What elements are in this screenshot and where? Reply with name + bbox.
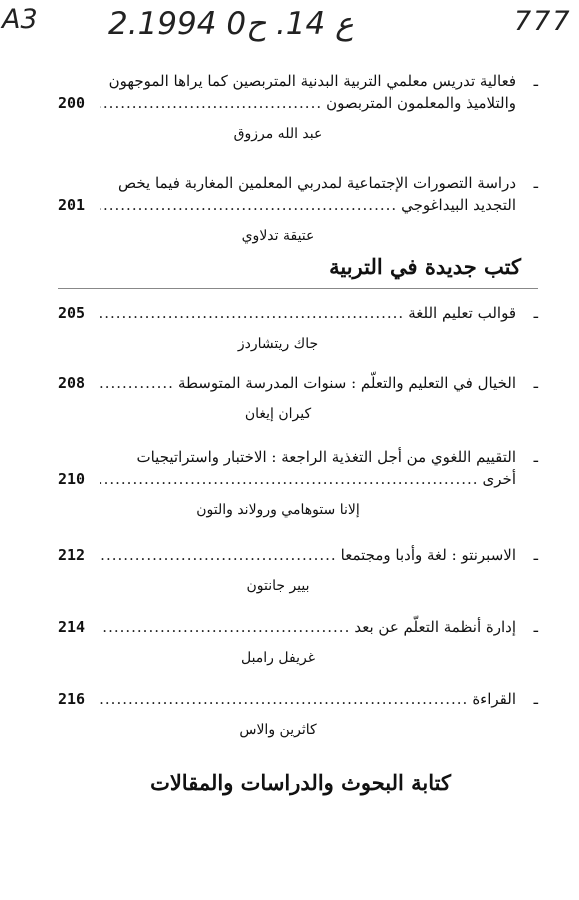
section-heading-writing: كتابة البحوث والدراسات والمقالات: [150, 770, 451, 795]
section-divider: [58, 288, 538, 289]
toc-entry: [58, 688, 538, 740]
toc-entry: [58, 372, 538, 424]
toc-entry: [58, 302, 538, 354]
toc-line: [58, 446, 538, 468]
toc-line: [58, 544, 538, 566]
entry-title: التقييم اللغوي من أجل التغذية الراجعة : الاختبار واستراتيجيات: [136, 448, 516, 466]
bullet-dash: ـ: [533, 618, 538, 636]
dot-leader: [100, 544, 341, 566]
entry-author: جاك ريتشاردز: [237, 336, 319, 352]
toc-entry: [58, 446, 538, 520]
entry-title: الاسبرنتو : لغة وأدبا ومجتمعا: [340, 546, 516, 564]
bullet-dash: ـ: [533, 374, 538, 392]
toc-entry: [58, 70, 538, 144]
page-number: 201: [58, 196, 86, 214]
handwritten-date: 2.ع 14. ح0 1994: [108, 6, 354, 42]
toc-entry: [58, 616, 538, 668]
bullet-dash: ـ: [533, 304, 538, 322]
page-number: 216: [58, 690, 86, 708]
bullet-dash: ـ: [533, 690, 538, 708]
toc-entry: [58, 544, 538, 596]
entry-author: عبد الله مرزوق: [233, 126, 323, 142]
toc-line: [58, 70, 538, 92]
dot-leader: [100, 302, 408, 324]
toc-line: [58, 194, 538, 216]
toc-entry: [58, 172, 538, 246]
page-number: 210: [58, 470, 86, 488]
entry-title-continued: والتلاميذ والمعلمون المتربصون: [326, 94, 516, 112]
entry-title: فعالية تدريس معلمي التربية البدنية المتربصين كما يراها الموجهون: [108, 72, 516, 90]
handwritten-mark-left: A3: [2, 4, 38, 35]
toc-line: [58, 92, 538, 114]
bullet-dash: ـ: [533, 72, 538, 90]
entry-title: إدارة أنظمة التعلّم عن بعد: [354, 618, 516, 636]
entry-author: إلانا ستوهامي وروﻻند والتون: [196, 502, 360, 518]
handwritten-number-right: 777: [514, 6, 572, 37]
dot-leader: [100, 616, 354, 638]
dot-leader: [100, 468, 483, 490]
entry-title: قوالب تعليم اللغة: [408, 304, 516, 322]
dot-leader: [100, 194, 401, 216]
section-heading-new-books: كتب جديدة في التربية: [329, 254, 521, 279]
entry-author: غريفل رامبل: [240, 650, 316, 666]
page-number: 205: [58, 304, 86, 322]
page-number: 200: [58, 94, 86, 112]
page-number: 208: [58, 374, 86, 392]
dot-leader: [100, 372, 178, 394]
bullet-dash: ـ: [533, 546, 538, 564]
bullet-dash: ـ: [533, 174, 538, 192]
dot-leader: [100, 92, 326, 114]
entry-author: عتيقة تدلاوي: [241, 228, 315, 244]
entry-author: كيران إيغان: [244, 406, 312, 422]
toc-line: [58, 688, 538, 710]
page-number: 212: [58, 546, 86, 564]
entry-title-continued: التجديد البيداغوجي: [401, 196, 516, 214]
toc-line: [58, 616, 538, 638]
toc-line: [58, 302, 538, 324]
entry-title: القراءة: [472, 690, 516, 708]
entry-author: كاثرين والاس: [239, 722, 317, 738]
page-number: 214: [58, 618, 86, 636]
entry-title: الخيال في التعليم والتعلّم : سنوات المدرسة المتوسطة: [177, 374, 516, 392]
toc-line: [58, 372, 538, 394]
entry-title-continued: أخرى: [482, 470, 516, 488]
toc-line: [58, 468, 538, 490]
entry-title: دراسة التصورات الإجتماعية لمدربي المعلمين المغاربة فيما يخص: [117, 174, 516, 192]
toc-line: [58, 172, 538, 194]
bullet-dash: ـ: [533, 448, 538, 466]
entry-author: بيير جانتون: [246, 578, 310, 594]
dot-leader: [100, 688, 472, 710]
